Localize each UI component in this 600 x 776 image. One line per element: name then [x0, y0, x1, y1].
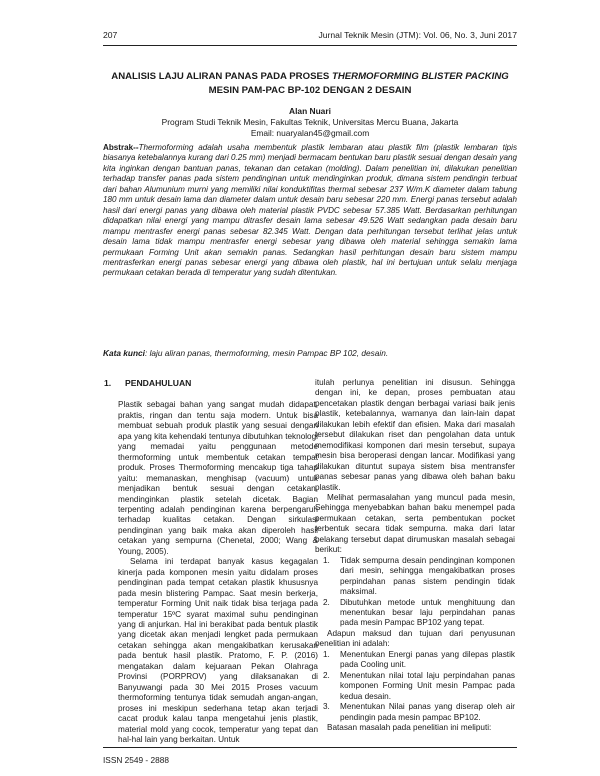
keywords-text: : laju aliran panas, thermoforming, mesin Pampac BP 102, desain. [144, 348, 389, 358]
footer-rule [103, 747, 517, 748]
abstract-label: Abstrak-- [103, 143, 139, 152]
abstract [103, 143, 517, 279]
paragraph: Selama ini terdapat banyak kasus kegagalan kinerja pada komponen mesin yaitu didalam proses pendinginan pada tempat cetakan plastik khususnya pada mesin blistering Pampac. Saat mesin berkerja, temperatur Forming Unit naik tidak bisa terjaga pada temperatur 15ºC syarat maximal suhu pendinginan yang di anjurkan. Hal ini berakibat pada bentuk plastik yang dicetak akan menjadi lengket pada permukaan cetakan sehingga akan mengakibatkan kerusakan pada bentuk hasil plastik. Pratomo, F. P. (2016) mengatakan dalam kejuaraan Pekan Olahraga Provinsi (PORPROV) yang dilaksanakan di Banyuwangi pada 30 Mei 2015 Proses vacuum thermoforming tentunya tidak semudah angan-angan, proses ini meskipun sederhana tetap akan terjadi cacat produk kalau tanpa mengetahui jenis plastik, material mold yang cocok, temperatur yang tepat dan hal-hal lain yang berkaitan. Untuk [118, 557, 318, 744]
paper-title: ANALISIS LAJU ALIRAN PANAS PADA PROSES THERMOFORMING BLISTER PACKING MESIN PAM-PAC BP-102 DENGAN 2 DESAIN [111, 71, 509, 96]
author-affiliation: Program Studi Teknik Mesin, Fakultas Teknik, Universitas Mercu Buana, Jakarta [161, 117, 459, 127]
issn-footer: ISSN 2549 - 2888 [103, 755, 169, 765]
list-item: 1. Menentukan Energi panas yang dilepas plastik pada Cooling unit. [323, 649, 515, 670]
section-heading: 1. PENDAHULUAN [104, 378, 192, 388]
paragraph: Melihat permasalahan yang muncul pada mesin, Sehingga menyebabkan bahan baku menempel pada permukaan cetakan, serta pembentukan pocket terbentuk secara tidak sempurna. maka dari latar belakang tersebut dapat dirumuskan masalah sebagai berikut: [315, 492, 515, 555]
journal-name: Jurnal Teknik Mesin (JTM): Vol. 06, No. 3, Juni 2017 [318, 30, 517, 40]
abstract-text: Thermoforming adalah usaha membentuk plastik lembaran atau plastik film (plastik lembaran tipis biasanya ketebalannya kurang dari 0.25 mm) menjadi bermacam bentukan baru plastik sesuai dengan desain yang kita inginkan dengan bantuan panas, tekanan dan cetakan (molding). Dalam penelitian ini, dilakukan penelitian terhadap transfer panas pada sistem pendinginan untuk mendinginkan produk, dimana sistem pendingin terbuat dari bahan Alumunium murni yang memiliki nilai konduktifitas thermal sebesar 237 W/m.K diameter dalam tabung 180 mm untuk desain lama dan diameter dalam untuk desain baru sebesar 220 mm. Energi panas tersebut adalah hasil dari energi panas yang dibawa oleh material plastik PVDC sebesar 57.385 Watt. Berdasarkan perhitungan didapatkan nilai energi yang mampu ditrasfer desain lama sebesar 49.526 Watt sedangkan pada desain baru mampu mentrasfer energi panas sebesar 82.345 Watt. Dengan data perhitungan tersebut terlihat jelas untuk desain lama tidak mampu mentrasfer energi sebesar yang dibawa oleh material sehingga semakin lama permukaan Forming Unit akan semakin panas. Sedangkan hasil perhitungan desain baru sistem mampu mentrasferkan energi panas sebesar energi yang dibawa oleh plastik, hal ini bertujuan untuk selalu menjaga permukaan cetakan berada di temperatur yang sudah ditentukan. [103, 143, 517, 278]
author-email: Email: nuaryalan45@gmail.com [250, 128, 370, 138]
left-column [104, 378, 318, 745]
list-item: 2. Menentukan nilai total laju perpindahan panas komponen Forming Unit mesin Pampac pada kedua desain. [323, 670, 515, 701]
paragraph: Adapun maksud dan tujuan dari penyusunan penelitian ini adalah: [315, 628, 515, 649]
keywords [103, 348, 517, 359]
page-number: 207 [103, 30, 118, 40]
paragraph: itulah perlunya penelitian ini disusun. Sehingga dengan ini, ke depan, proses pembuatan atau pencetakan plastik dengan berbagai variasi baik jenis plastik, ketebalannya, warnanya dan lain-lain dapat dilakukan lebih efektif dan efisien. Maka dari masalah tersebut dilakukan riset dan pengolahan data untuk memodifikasi komponen dari mesin tersebut, supaya mesin bisa beroperasi dengan lancar. Modifikasi yang dilakukan dituntut supaya sistem bisa mentransfer panas sebesar panas yang dibawa oleh bahan baku plastik. [315, 378, 515, 492]
paragraph: Plastik sebagai bahan yang sangat mudah didapat, praktis, ringan dan tentu saja modern. Untuk bisa membuat sebuah produk plastik yang sesuai dengan apa yang kita kehendaki tentunya dibutuhkan teknologi yang memadai yaitu penggunaan metode thermoforming untuk membentuk cetakan tempat produk. Proses Thermoforming mencakup tiga tahap yaitu: memanaskan, menghisap (vacuum) untuk menjadikan bentuk sesuai dengan cetakan, mendinginkan plastik setelah dicetak. Bagian terpenting adalah pendinginan karena berpengaruh terhadap kualitas cetakan. Dengan sirkulasi pendinginan yang baik maka akan diperoleh hasil cetakan yang sempurna (Chenetal, 2000; Wang & Young, 2005). [118, 400, 318, 556]
header-rule [103, 45, 517, 46]
problem-list [323, 556, 515, 629]
right-column [315, 378, 515, 733]
list-item: 1. Tidak sempurna desain pendinginan komponen dari mesin, sehingga mengakibatkan proses perpindahan panas sistem pendingin tidak maksimal. [323, 555, 515, 597]
paragraph: Batasan masalah pada penelitian ini meliputi: [327, 722, 492, 732]
list-item: 2. Dibutuhkan metode untuk menghituung dan menentukan besar laju perpindahan panas pada mesin Pampac BP102 yang tepat. [323, 597, 515, 628]
list-item: 3. Menentukan Nilai panas yang diserap oleh air pendingin pada mesin pampac BP102. [323, 702, 515, 722]
keywords-label: Kata kunci [103, 348, 145, 358]
running-header [103, 30, 517, 40]
objective-list [323, 650, 515, 723]
author-name: Alan Nuari [289, 106, 331, 116]
author-block [103, 106, 517, 139]
